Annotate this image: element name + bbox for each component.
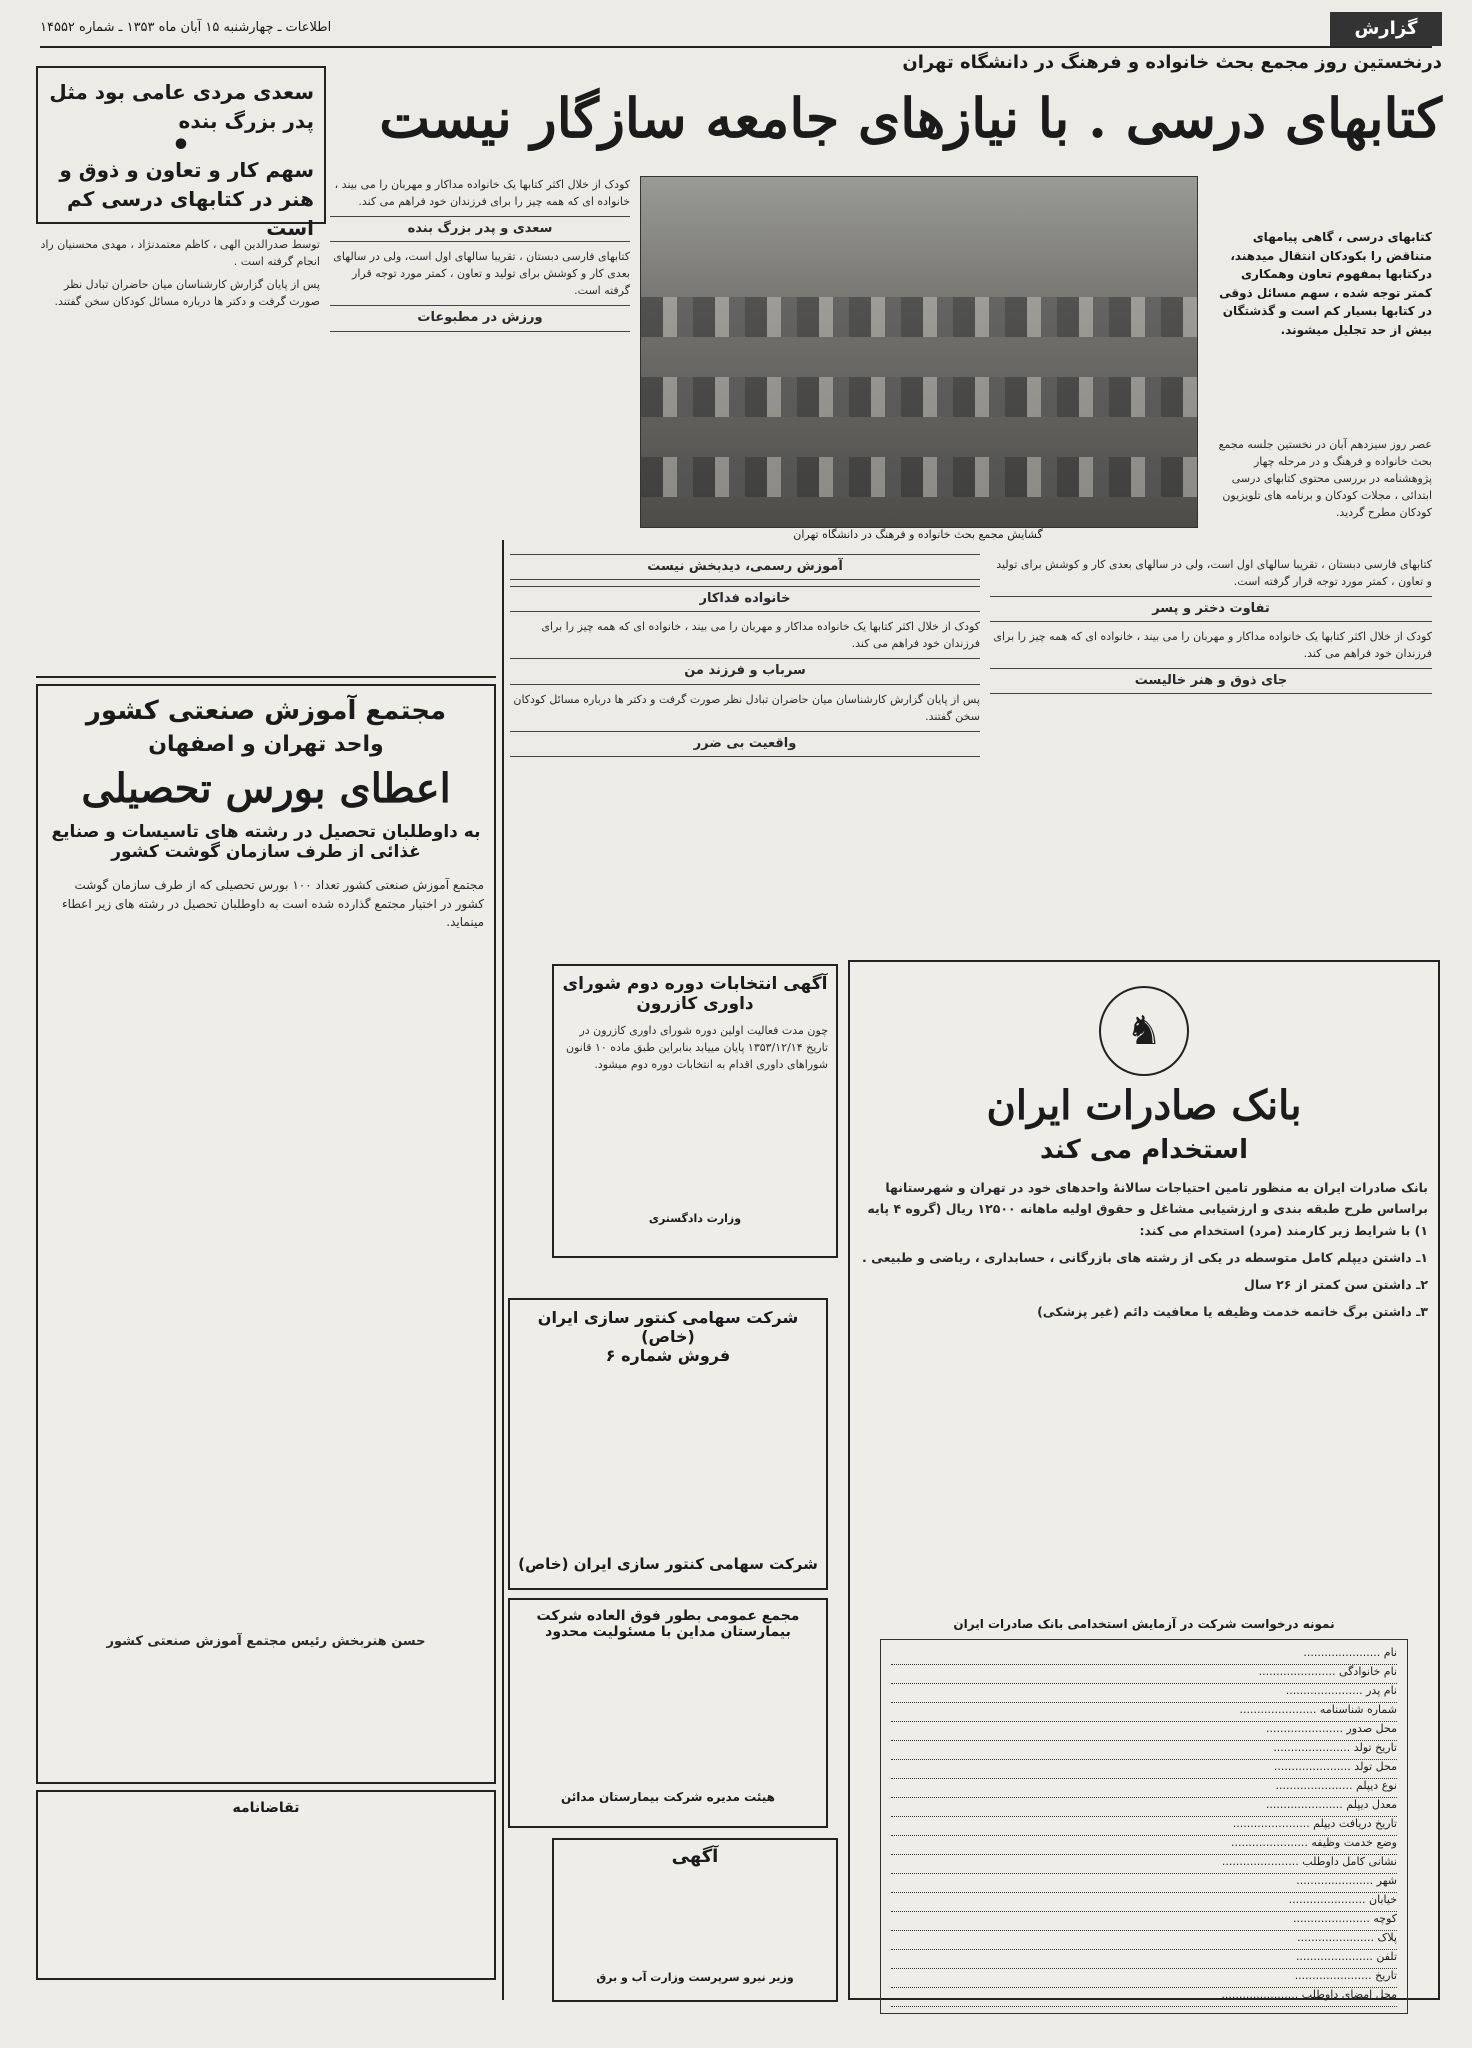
side-highlight-line1: سعدی مردی عامی بود مثل پدر بزرگ بنده <box>49 80 314 133</box>
intro-text: عصر روز سیزدهم آبان در نخستین جلسه مجمع بحث خانواده و فرهنگ و در مرحله چهار پژوهشنامه در بررسی محتوی کتابهای درسی ابتدائی ، مجلات کودکان و برنامه های تلویزیون کودکان مطرح گردید. <box>1218 438 1432 520</box>
meter-footer: شرکت سهامی کنتور سازی ایران (خاص) <box>518 1555 818 1573</box>
water-notice-ad <box>552 1838 838 2002</box>
second-body-text-2: کتابهای فارسی دبستان ، تقریبا سالهای اول است، ولی در سالهای بعدی کار و کوشش برای تولید و تعاون ، کمتر مورد توجه قرار گرفته است. <box>333 250 630 298</box>
ad-left-body <box>48 876 484 1649</box>
article-headline: کتابهای درسی . با نیازهای جامعه سازگار نیست <box>379 86 1442 150</box>
ad-left-title3: اعطای بورس تحصیلی <box>81 765 451 812</box>
assembly-footer: هیئت مدیره شرکت بیمارستان مدائن <box>561 1790 775 1804</box>
subheading-child: سرباب و فرزند من <box>510 658 980 684</box>
issue-line: اطلاعات ـ چهارشنبه ۱۵ آبان ماه ۱۳۵۳ ـ شماره ۱۴۵۵۲ <box>40 20 332 35</box>
notice-title: آگهی <box>671 1846 719 1867</box>
intro-column <box>1210 436 1432 556</box>
second-body-text: کودک از خلال اکثر کتابها یک خانواده مداکار و مهربان را می بیند ، خانواده ای که همه چیز را برای فرزندان خود فراهم می کند. <box>334 178 630 209</box>
middle-body-text-2: پس از پایان گزارش کارشناسان میان حاضران تبادل نظر صورت گرفت و دکتر ها درباره مسائل کودکان سخن گفتند. <box>513 692 980 723</box>
form-field-8: معدل دیپلم ...................... <box>891 1798 1397 1817</box>
ad-left-signature: حسن هنربخش رئیس مجتمع آموزش صنعتی کشور <box>106 1633 426 1649</box>
subheading-gender: تفاوت دختر و پسر <box>990 596 1432 622</box>
assembly-ad <box>508 1598 828 1828</box>
form-field-11: نشانی کامل داوطلب ...................... <box>891 1855 1397 1874</box>
form-field-1: نام خانوادگی ...................... <box>891 1665 1397 1684</box>
right-body-text-2: کودک از خلال اکثر کتابها یک خانواده مداکار و مهربان را می بیند ، خانواده ای که همه چیز را برای فرزندان خود فراهم می کند. <box>993 630 1432 661</box>
bank-logo-icon: ♞ <box>1099 986 1189 1076</box>
form-field-10: وضع خدمت وظیفه ...................... <box>891 1836 1397 1855</box>
conference-photo <box>640 176 1198 528</box>
form-field-14: کوچه ...................... <box>891 1912 1397 1931</box>
right-body-text: کتابهای فارسی دبستان ، تقریبا سالهای اول است، ولی در سالهای بعدی کار و کوشش برای تولید و تعاون ، کمتر مورد توجه قرار گرفته است. <box>996 558 1432 589</box>
subheading-reality: واقعیت بی ضرر <box>510 731 980 757</box>
form-field-9: تاریخ دریافت دیپلم ...................... <box>891 1817 1397 1836</box>
form-field-16: تلفن ...................... <box>891 1950 1397 1969</box>
ad-left-title2: واحد تهران و اصفهان <box>148 732 384 757</box>
form-field-18: محل امضای داوطلب ...................... <box>891 1988 1397 2007</box>
subheading-family: خانواده فداکار <box>510 586 980 612</box>
subheading-saadi: سعدی و پدر بزرگ بنده <box>330 216 630 242</box>
form-field-2: نام پدر ...................... <box>891 1684 1397 1703</box>
council-body <box>562 1022 828 1212</box>
bullet-icon: • <box>171 128 191 163</box>
form-field-0: نام ...................... <box>891 1646 1397 1665</box>
bank-subtitle: استخدام می کند <box>1039 1135 1249 1165</box>
form-field-4: محل صدور ...................... <box>891 1722 1397 1741</box>
form-field-7: نوع دیپلم ...................... <box>891 1779 1397 1798</box>
meter-title: شرکت سهامی کنتور سازی ایران (خاص) <box>537 1308 799 1346</box>
lead-summary: کتابهای درسی ، گاهی پیامهای متناقض را بکودکان انتقال میدهند، درکتابها بمفهوم تعاون وهمکاری کمتر توجه شده ، سهم مسائل ذوقی در کتابها بسیار کم است و گذشتگان بیش از حد تجلیل میشوند. <box>1219 230 1432 337</box>
right-body-column <box>990 556 1432 956</box>
left-body-text: پس از پایان گزارش کارشناسان میان حاضران تبادل نظر صورت گرفت و دکتر ها درباره مسائل کودکان سخن گفتند. <box>54 278 320 309</box>
bank-form-title: نمونه درخواست شرکت در آزمایش استخدامی بانک صادرات ایران <box>953 1617 1335 1631</box>
form-field-17: تاریخ ...................... <box>891 1969 1397 1988</box>
section-tag: گزارش <box>1330 12 1442 46</box>
middle-body-column <box>510 548 980 948</box>
bank-condition-3: ۳ـ داشتن برگ خاتمه خدمت وظیفه یا معافیت دائم (غیر پزشکی) <box>1037 1304 1428 1320</box>
council-election-ad <box>552 964 838 1258</box>
subheading-sports: ورزش در مطبوعات <box>330 305 630 331</box>
form-field-12: شهر ...................... <box>891 1874 1397 1893</box>
photo-caption: گشایش مجمع بحث خانواده و فرهنگ در دانشگاه تهران <box>793 528 1043 541</box>
column-divider <box>502 540 504 2000</box>
industrial-school-ad <box>36 684 496 1784</box>
subheading-education: آموزش رسمی، دیدبخش نیست <box>510 554 980 580</box>
council-body-text: چون مدت فعالیت اولین دوره شورای داوری کازرون در تاریخ ۱۳۵۳/۱۲/۱۴ پایان مییابد بنابراین طبق ماده ۱۰ قانون شوراهای داوری اقدام به انتخابات دوره دوم میشود. <box>566 1024 828 1072</box>
meter-subtitle: فروش شماره ۶ <box>605 1346 731 1365</box>
credits-text: توسط صدرالدین الهی ، کاظم معتمدنژاد ، مهدی محسنیان راد انجام گرفته است . <box>40 238 320 269</box>
article-subhead: درنخستین روز مجمع بحث خانواده و فرهنگ در دانشگاه تهران <box>902 52 1442 73</box>
middle-body-text: کودک از خلال اکثر کتابها یک خانواده مداکار و مهربان را می بیند ، خانواده ای که همه چیز را برای فرزندان خود فراهم می کند. <box>541 620 980 651</box>
bank-title: بانک صادرات ایران <box>986 1082 1302 1129</box>
application-form <box>36 1790 496 1980</box>
side-highlight-line2: سهم کار و تعاون و ذوق و هنر در کتابهای درسی کم است <box>59 158 314 240</box>
left-column <box>40 236 320 666</box>
bank-condition-1: ۱ـ داشتن دیپلم کامل متوسطه در یکی از رشته های بازرگانی ، حسابداری ، ریاضی و طبیعی . <box>862 1249 1428 1265</box>
ad-left-title1: مجتمع آموزش صنعتی کشور <box>85 696 447 726</box>
form-field-13: خیابان ...................... <box>891 1893 1397 1912</box>
bank-application-form <box>880 1639 1408 2014</box>
notice-footer: وزیر نیرو سرپرست وزارت آب و برق <box>596 1971 794 1984</box>
bank-body <box>860 1177 1428 1427</box>
bank-condition-2: ۲ـ داشتن سن کمتر از ۲۶ سال <box>1243 1277 1428 1292</box>
form-field-3: شماره شناسنامه ...................... <box>891 1703 1397 1722</box>
meter-company-ad <box>508 1298 828 1590</box>
ad-left-body-text: مجتمع آموزش صنعتی کشور تعداد ۱۰۰ بورس تحصیلی که از طرف سازمان گوشت کشور در اختیار مجتمع گذارده شده است به داوطلبان تحصیل در رشته های زیر اعطاء مینماید. <box>62 878 484 930</box>
bank-body-text: بانک صادرات ایران به منظور تامین احتیاجات سالانهٔ واحدهای خود در تهران و شهرستانها براساس طرح طبقه بندی و ارزشیابی مشاغل و حقوق اولیه ماهانه ۱۲۵۰۰ ریال (گروه ۴ پایه ۱) با شرایط زیر کارمند (مرد) استخدام می کند: <box>867 1180 1428 1238</box>
form-title: تقاضانامه <box>232 1800 300 1816</box>
subheading-art: جای ذوق و هنر خالیست <box>990 668 1432 694</box>
side-highlight-box <box>36 66 326 240</box>
council-title: آگهی انتخابات دوره دوم شورای داوری کازرون <box>562 974 828 1014</box>
ad-left-title4: به داوطلبان تحصیل در رشته های تاسیسات و صنایع غذائی از طرف سازمان گوشت کشور <box>51 822 481 862</box>
assembly-title: مجمع عمومی بطور فوق العاده شرکت بیمارستان مداین با مسئولیت محدود <box>536 1608 800 1640</box>
ad-divider <box>36 676 496 678</box>
council-footer: وزارت دادگستری <box>648 1212 742 1225</box>
bank-saderat-ad <box>848 960 1440 2000</box>
form-field-5: تاریخ تولد ...................... <box>891 1741 1397 1760</box>
form-field-6: محل تولد ...................... <box>891 1760 1397 1779</box>
form-field-15: پلاک ...................... <box>891 1931 1397 1950</box>
